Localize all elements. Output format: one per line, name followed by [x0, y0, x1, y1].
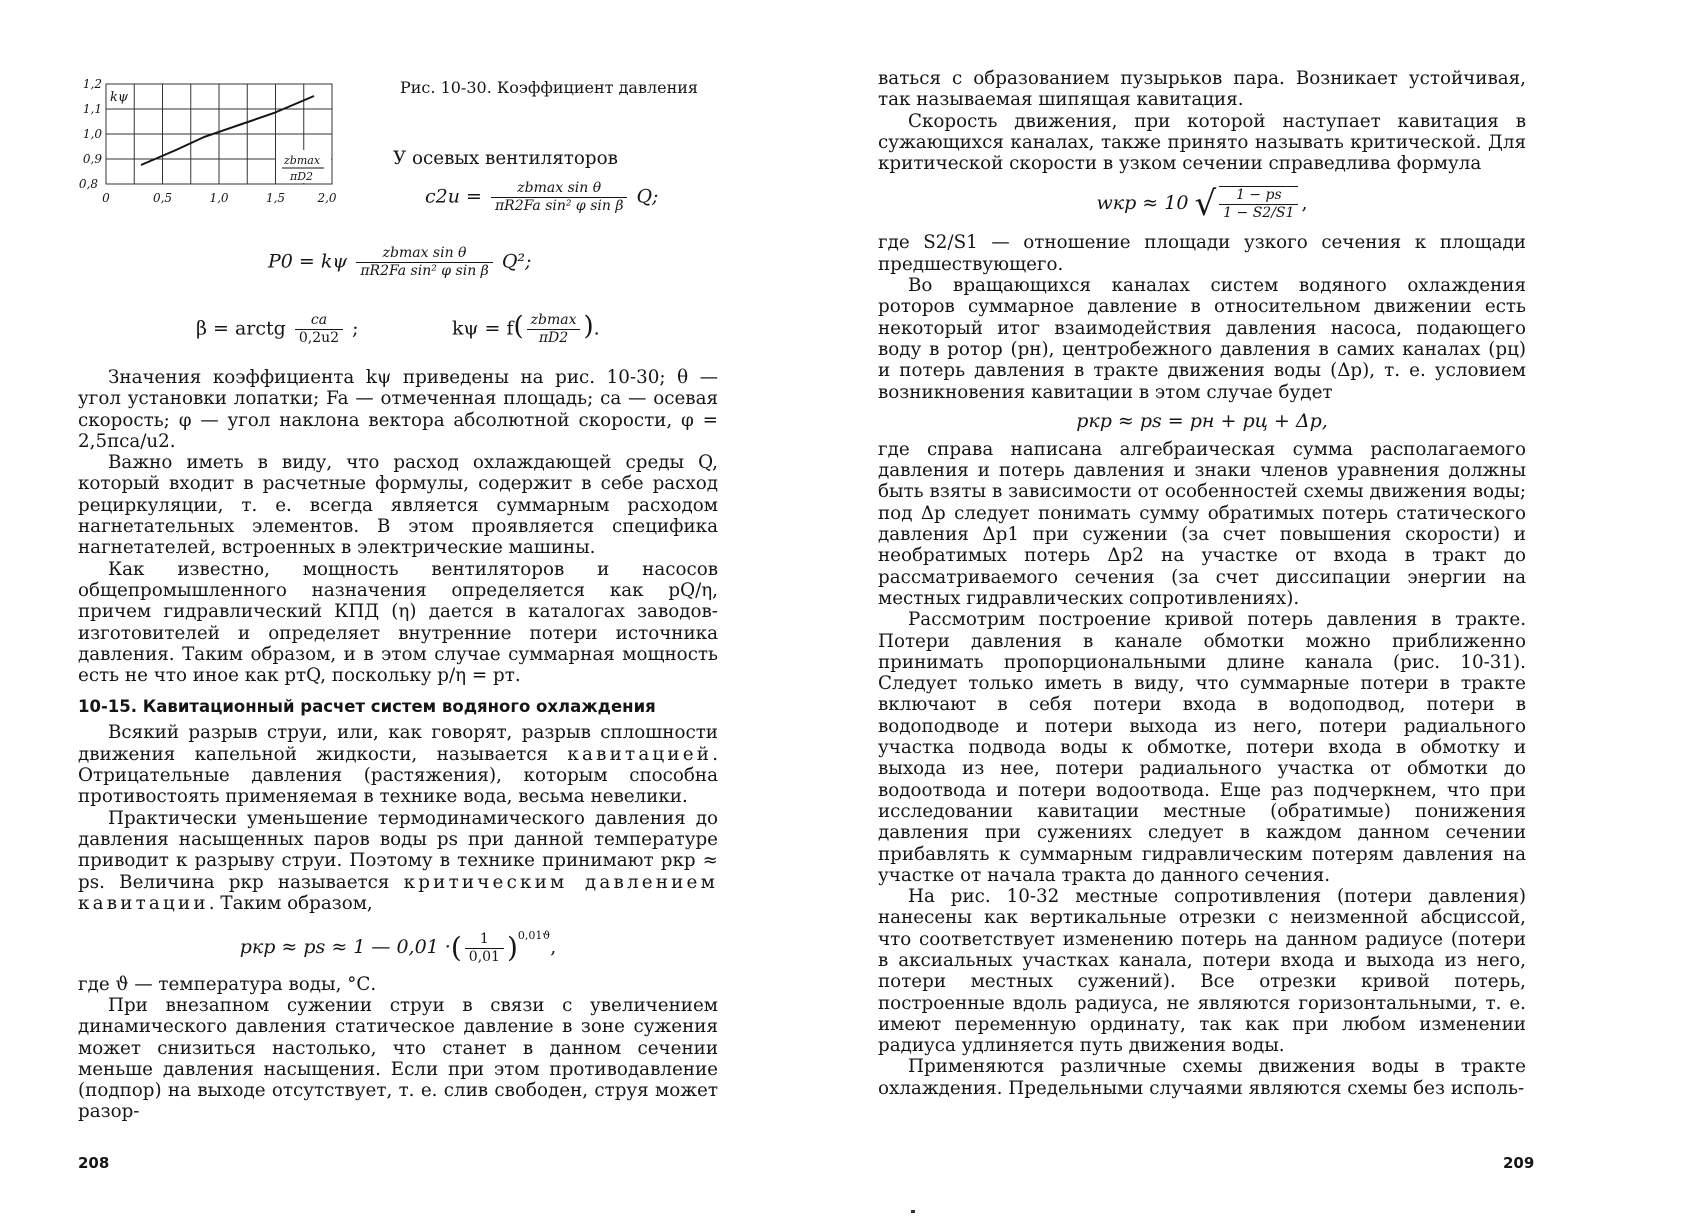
- paragraph-critical-speed: Скорость движения, при которой наступает кавитация в сужающихся каналах, также принято называть критической. Для критической скорости в узком сечении справедлива формула: [878, 110, 1526, 175]
- figure-10-30-chart: [78, 77, 344, 212]
- chart-y-tick: 0,8: [78, 177, 98, 191]
- formula-c2u-num: zbmax sin θ: [491, 180, 627, 198]
- chart-y-tick: 1,0: [82, 127, 102, 141]
- formula-c2u-den: πR2Fa sin² φ sin β: [494, 198, 624, 214]
- formula-p0-lhs: P0 = kψ: [268, 250, 348, 273]
- chart-y-tick: 1,1: [82, 102, 102, 116]
- formula-p0-fraction: [356, 245, 492, 280]
- chart-y-label: kψ: [110, 90, 129, 105]
- formula-c2u-tail: Q;: [636, 185, 659, 208]
- paragraph-algebraic-sum: где справа написана алгебраическая сумма располагаемого давления и потерь давления и знаки членов уравнения должны быть взяты в зависимости от особенностей схемы движения воды; под Δp следует понимать сумму обратимых потерь статического давления Δp1 при сужении (за счет повышения скорости) и необратимых потерь Δp2 на участке от входа в тракт до рассматриваемого сечения (за счет диссипации энергии на местных гидравлических сопротивлениях).: [878, 438, 1526, 609]
- left-text-column: [78, 367, 718, 1123]
- formula-pkr-den: 0,01: [468, 948, 500, 965]
- formula-sum-text: pкр ≈ ps = pн + pц + Δp,: [1076, 409, 1328, 432]
- paragraph-critical-pressure: [78, 808, 718, 914]
- formula-pkr-tail: ,: [550, 936, 557, 959]
- chart-y-tick: 1,2: [82, 77, 102, 91]
- right-text-column: [878, 68, 1526, 1099]
- formula-kpsi-lhs: kψ = f: [452, 317, 514, 340]
- paragraph-rotor-channels: Во вращающихся каналах систем водяного охлаждения роторов суммарное давление в относительном движении есть некоторый итог взаимодействия давления насоса, подающего воду в ротор (pн), центробежного давления в самих каналах (pц) и потерь давления в тракте движения воды (Δp), т. е. условием возникновения кавитации в этом случае будет: [878, 275, 1526, 403]
- chart-x-tick: 0,5: [152, 191, 173, 205]
- paragraph-cavitation-definition: [78, 722, 718, 807]
- formula-wkr-den: 1 − S2/S1: [1223, 205, 1295, 222]
- formula-c2u-fraction: [491, 180, 627, 215]
- paragraph-values: Значения коэффициента kψ приведены на рис. 10-30; θ — угол установки лопатки; Fa — отмеченная площадь; ca — осевая скорость; φ — угол наклона вектора абсолютной скорости, φ = 2,5πca/u2.: [78, 367, 718, 452]
- formula-wkr-num: 1 − ps: [1219, 187, 1298, 205]
- chart-x-tick: 1,5: [265, 191, 286, 205]
- critical-text-a: Практически уменьшение термодинамического давления до давления насыщенных паров воды ps при данной температуре приводит к разрыву струи. Поэтому в технике принимают pкр ≈ ps. Величина pкр называется: [78, 807, 718, 893]
- page-number-left: 208: [78, 1154, 110, 1172]
- formula-beta-lhs: β = arctg: [196, 317, 286, 340]
- chart-curve-label-bottom: πD2: [290, 170, 314, 183]
- sqrt-symbol: √: [1194, 184, 1217, 225]
- chart-y-tick: 0,9: [82, 152, 102, 166]
- formula-p0-tail: Q²;: [501, 250, 532, 273]
- paragraph-schemes: Применяются различные схемы движения воды в тракте охлаждения. Предельными случаями являются схемы без исполь-: [878, 1056, 1526, 1099]
- formula-kpsi-num: zbmax: [527, 312, 581, 330]
- cavitation-term: кавитацией: [567, 743, 713, 765]
- paragraph-where-s: где S2/S1 — отношение площади узкого сечения к площади предшествующего.: [878, 232, 1526, 275]
- paragraph-figure-10-32: На рис. 10-32 местные сопротивления (потери давления) нанесены как вертикальные отрезки с неизменной абсциссой, что соответствует изменению потерь на данном радиусе (потери в аксиальных участках канала, потери входа и выхода из него, потери местных сужений). Все отрезки кривой потерь, построенные вдоль радиуса, не являются горизонтальными, т. е. имеют переменную ординату, так как при любом изменении радиуса удлиняется путь движения воды.: [878, 886, 1526, 1057]
- formula-sum: [878, 409, 1526, 433]
- formula-pkr: pкр ≈ ps ≈ 1 — 0,01 ·( $\frac{1}{0,01}$ )$^{0,01ϑ}$,: [239, 929, 557, 965]
- chart-x-tick: 0: [102, 191, 110, 205]
- formula-p0-num: zbmax sin θ: [356, 245, 492, 263]
- scan-mark: [911, 1210, 915, 1213]
- formula-c2u: [425, 180, 658, 215]
- right-page: [843, 0, 1686, 1230]
- formula-beta: [196, 312, 359, 347]
- formula-wkr-tail: ,: [1301, 192, 1308, 215]
- formula-pkr-fraction: [465, 931, 504, 966]
- chart-x-tick: 1,0: [209, 191, 229, 205]
- page-number-right: 209: [1503, 1154, 1535, 1172]
- paragraph-power: Как известно, мощность вентиляторов и насосов общепромышленного назначения определяется как pQ/η, причем гидравлический КПД (η) дается в каталогах заводов-изготовителей и определяет внутренние потери источника давления. Таким образом, и в этом случае суммарная мощность есть не что иное как pтQ, поскольку p/η = pт.: [78, 558, 718, 687]
- formula-p0-den: πR2Fa sin² φ sin β: [360, 263, 489, 279]
- paragraph-flow: Важно иметь в виду, что расход охлаждающей среды Q, который входит в расчетные формулы, содержит в себе расход рециркуляции, т. е. всегда является суммарным расходом нагнетательных элементов. В этом проявляется специфика нагнетателей, встроенных в электрические машины.: [78, 452, 718, 559]
- formula-beta-den: 0,2u2: [298, 330, 340, 346]
- formula-kpsi: kψ = f( $\frac{zbmax}{\pi D2}$ ).: [452, 311, 600, 346]
- formula-p0: [268, 245, 531, 280]
- formula-beta-tail: ;: [352, 317, 359, 340]
- formula-c2u-lhs: c2u =: [425, 185, 482, 208]
- formula-kpsi-fraction: [527, 312, 581, 347]
- formula-wkr-lhs: wкр ≈ 10: [1096, 192, 1189, 215]
- formula-kpsi-den: πD2: [538, 330, 569, 346]
- formula-pkr-lhs: pкр ≈ ps ≈ 1 — 0,01 ·: [239, 936, 451, 959]
- critical-term: критическим давлением кавитации: [78, 871, 718, 914]
- chart-x-tick: 2,0: [317, 191, 337, 205]
- figure-caption: Рис. 10-30. Коэффициент давления: [400, 78, 699, 97]
- paragraph-sudden-narrowing: При внезапном сужении струи в связи с увеличением динамического давления статическое давление в зоне сужения может снизиться настолько, что станет в данном сечении меньше давления насыщения. Если при этом противодавление (подпор) на выходе отсутствует, т. е. слив свободен, струя может разор-: [78, 994, 718, 1123]
- formula-beta-fraction: [295, 312, 343, 347]
- formula-kpsi-tail: .: [593, 317, 600, 340]
- cavitation-text-a: Всякий разрыв струи, или, как говорят, разрыв сплошности движения капельной жидкости, называется: [78, 722, 718, 765]
- paragraph-continuation: ваться с образованием пузырьков пара. Возникает устойчивая, так называемая шипящая кавитация.: [878, 68, 1526, 111]
- formula-beta-num: ca: [295, 312, 343, 330]
- formula-wkr: [878, 184, 1526, 225]
- section-heading: 10-15. Кавитационный расчет систем водяного охлаждения: [78, 697, 656, 717]
- chart-curve-label-top: zbmax: [284, 154, 321, 167]
- formula-wkr-fraction: [1219, 186, 1298, 222]
- critical-text-b: . Таким образом,: [208, 892, 373, 914]
- paragraph-where-theta: где ϑ — температура воды, °С.: [78, 973, 377, 995]
- formula-pkr-num: 1: [465, 931, 504, 949]
- paragraph-loss-curve: Рассмотрим построение кривой потерь давления в тракте. Потери давления в канале обмотки можно приближенно принимать пропорциональными длине канала (рис. 10-31). Следует только иметь в виду, что суммарные потери в тракте включают в себя потери входа в водоподвод, потери в водоподводе и потери выхода из него, потери радиального участка подвода воды к обмотке, потери входа в обмотку и выхода из нее, потери радиального участка от обмотки до водоотвода и потери водоотвода. Еще раз подчеркнем, что при исследовании кавитации местные (обратимые) понижения давления при сужениях следует в каждом данном сечении прибавлять к суммарным гидравлическим потерям давления на участке от начала тракта до данного сечения.: [878, 609, 1526, 886]
- formula-pkr-exponent: 0,01ϑ: [517, 929, 551, 943]
- axial-fans-heading: У осевых вентиляторов: [393, 148, 618, 169]
- cavitation-text-b: . Отрицательные давления (растяжения), которым способна противостоять применяемая в технике вода, весьма невелики.: [78, 743, 718, 808]
